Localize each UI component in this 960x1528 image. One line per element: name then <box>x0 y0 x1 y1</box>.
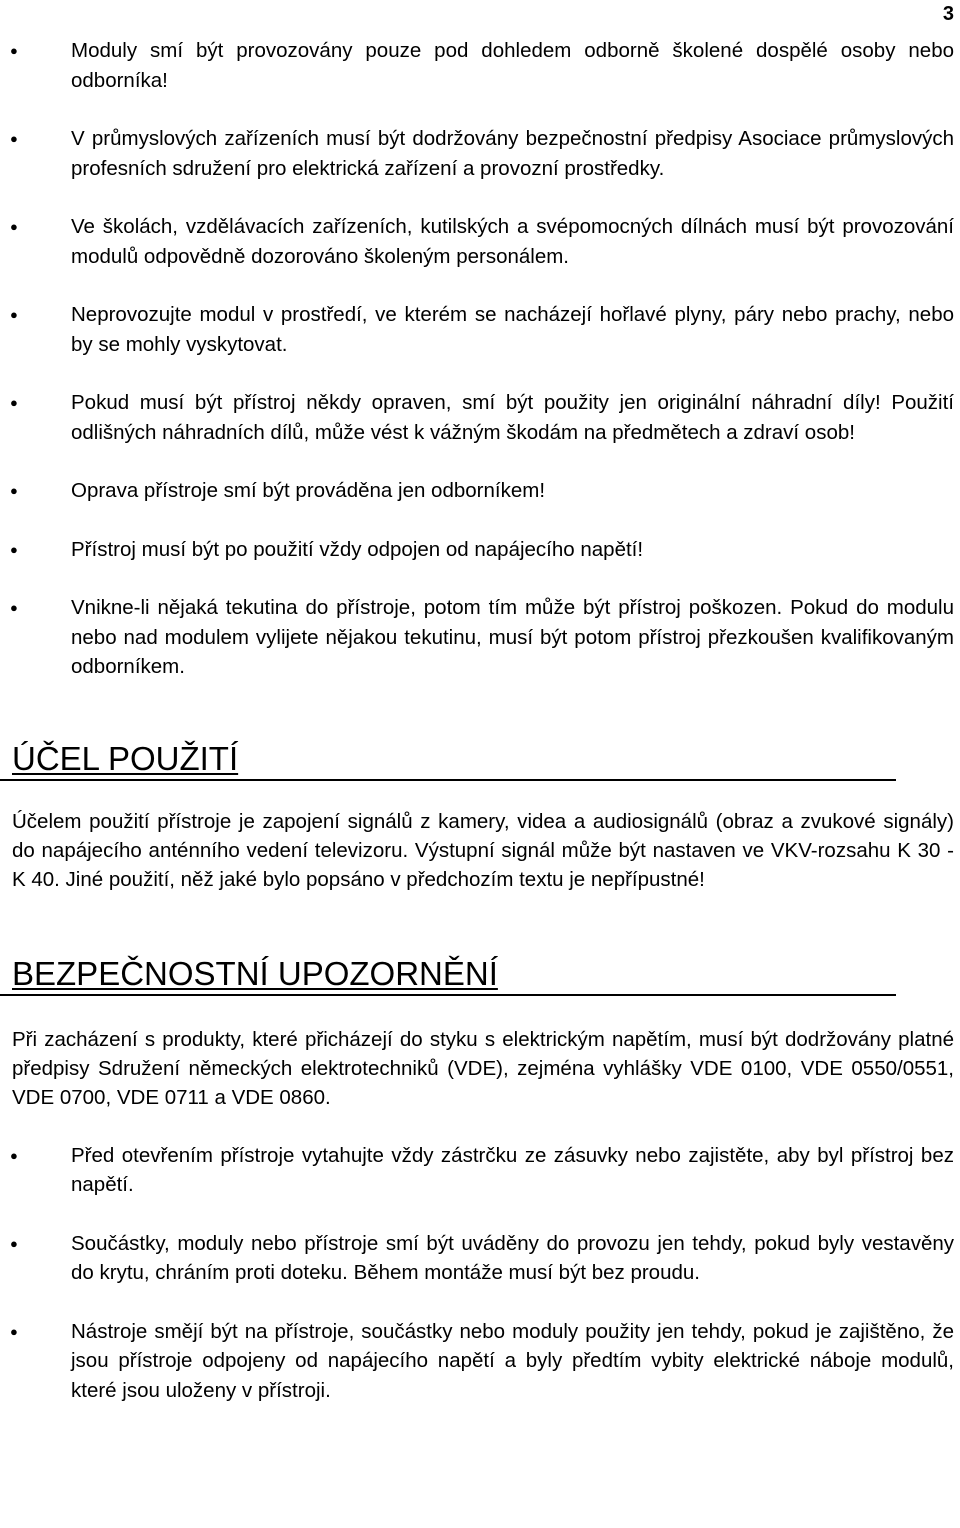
bullet-icon: ● <box>10 1235 18 1251</box>
purpose-paragraph: Účelem použití přístroje je zapojení signálů z kamery, videa a audiosignálů (obraz a zvukové signály) do napájecího anténního vedení televizoru. Výstupní signál může být nastaven ve VKV-rozsahu K 30 - K 40. Jiné použití, něž jaké bylo popsáno v předchozím textu je nepřípustné! <box>12 809 954 891</box>
list-item-text: Ve školách, vzdělávacích zařízeních, kutilských a svépomocných dílnách musí být provozování modulů odpovědně dozorováno školeným personálem. <box>71 215 954 268</box>
bullet-icon: ● <box>10 483 18 498</box>
list-item-text: Před otevřením přístroje vytahujte vždy zástrčku ze zásuvky nebo zajistěte, aby byl přístroj bez napětí. <box>71 1143 954 1196</box>
bullet-icon: ● <box>10 1323 18 1339</box>
list-item <box>0 593 960 682</box>
bullet-icon: ● <box>10 395 18 410</box>
list-item <box>0 535 960 565</box>
list-item-text: Moduly smí být provozovány pouze pod dohledem odborně školené dospělé osoby nebo odborníka! <box>71 39 954 92</box>
list-item <box>0 388 960 447</box>
bullet-icon: ● <box>10 1147 18 1163</box>
safety-list <box>0 1141 960 1406</box>
bullet-icon: ● <box>10 307 18 322</box>
list-item-text: Vnikne-li nějaká tekutina do přístroje, potom tím může být přístroj poškozen. Pokud do modulu nebo nad modulem vylijete nějakou tekutinu, musí být potom přístroj přezkoušen kvalifikovaným odborníkem. <box>71 596 954 678</box>
list-item-text: Neprovozujte modul v prostředí, ve kterém se nacházejí hořlavé plyny, páry nebo prachy, nebo by se mohly vyskytovat. <box>71 303 954 356</box>
warning-list <box>0 36 960 682</box>
list-item <box>0 1229 960 1288</box>
list-item-text: Pokud musí být přístroj někdy opraven, smí být použity jen originální náhradní díly! Použití odlišných náhradních dílů, může vést k vážným škodám na předmětech a zdraví osob! <box>71 391 954 444</box>
bullet-icon: ● <box>10 541 18 557</box>
bullet-icon: ● <box>10 219 18 234</box>
list-item-text: V průmyslových zařízeních musí být dodržovány bezpečnostní předpisy Asociace průmyslových profesních sdružení pro elektrická zařízení a provozní prostředky. <box>71 127 954 180</box>
bullet-icon: ● <box>10 600 18 615</box>
list-item-text: Přístroj musí být po použití vždy odpojen od napájecího napětí! <box>71 537 644 561</box>
list-item-text: Nástroje smějí být na přístroje, součástky nebo moduly použity jen tehdy, pokud je zajištěno, že jsou přístroje odpojeny od napájecího napětí a byly předtím vybity elektrické náboje modulů, které jsou uloženy v přístroji. <box>71 1319 954 1402</box>
list-item-text: Součástky, moduly nebo přístroje smí být uváděny do provozu jen tehdy, pokud byly vestavěny do krytu, chráním proti doteku. Během montáže musí být bez proudu. <box>71 1231 954 1284</box>
safety-paragraph: Při zacházení s produkty, které přicházejí do styku s elektrickým napětím, musí být dodržovány platné předpisy Sdružení německých elektrotechniků (VDE), zejména vyhlášky VDE 0100, VDE 0550/0551, VDE 0700, VDE 0711 a VDE 0860. <box>12 1027 954 1109</box>
section-heading-purpose <box>0 739 896 781</box>
list-item <box>0 1317 960 1406</box>
page-number: 3 <box>942 3 954 25</box>
bullet-icon: ● <box>10 131 18 146</box>
list-item <box>0 124 960 183</box>
list-item <box>0 1141 960 1200</box>
list-item-text: Oprava přístroje smí být prováděna jen odborníkem! <box>71 479 546 502</box>
list-item <box>0 476 960 506</box>
list-item <box>0 212 960 271</box>
section-heading-safety-text: BEZPEČNOSTNÍ UPOZORNĚNÍ <box>12 954 498 992</box>
section-heading-safety <box>0 954 896 996</box>
list-item <box>0 36 960 95</box>
section-heading-purpose-text: ÚČEL POUŽITÍ <box>12 739 239 777</box>
bullet-icon: ● <box>10 43 18 58</box>
list-item <box>0 300 960 359</box>
